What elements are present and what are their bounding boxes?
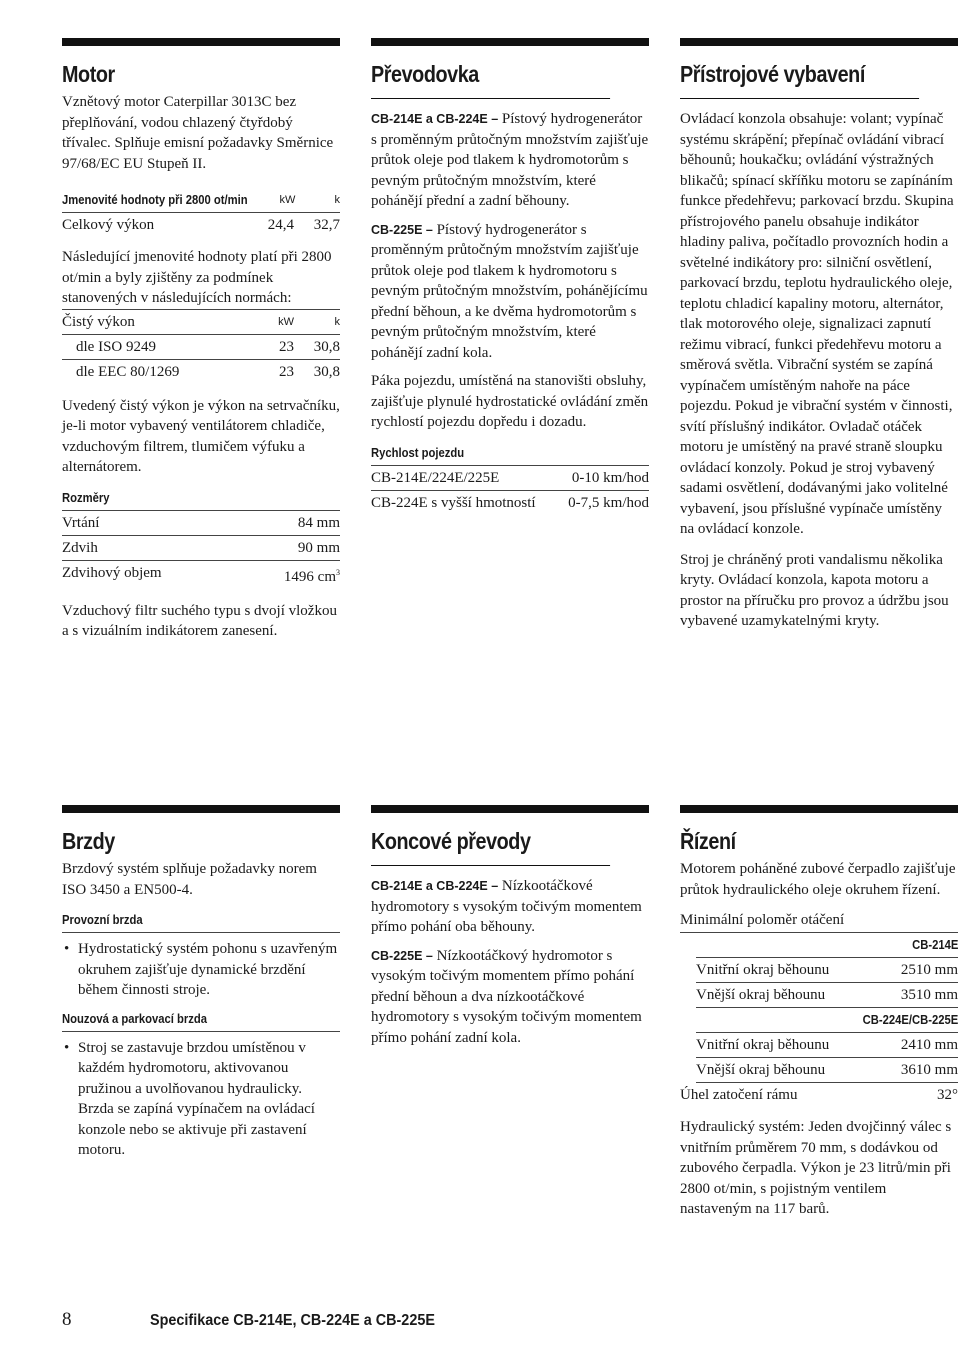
unit-k-2: k bbox=[334, 315, 340, 328]
parking-list bbox=[62, 1038, 340, 1161]
outer1-value: 3510 mm bbox=[900, 987, 958, 1003]
koncove-p1-lead: CB-214E a CB-224E – bbox=[371, 879, 499, 893]
displacement-row bbox=[62, 561, 340, 589]
speed-r2-label: CB-224E s vyšší hmotností bbox=[371, 494, 536, 511]
angle-label: Úhel zatočení rámu bbox=[680, 1087, 798, 1103]
dim-header-row bbox=[62, 486, 340, 511]
parking-header-row bbox=[62, 1007, 340, 1032]
total-power-row bbox=[62, 213, 340, 237]
stroke-value: 90 mm bbox=[297, 539, 340, 556]
inner1-label: Vnitřní okraj běhounu bbox=[696, 962, 830, 978]
eec-kw: 23 bbox=[279, 363, 294, 380]
inner1-value: 2510 mm bbox=[900, 962, 958, 978]
angle-value: 32° bbox=[937, 1087, 958, 1103]
section-rule bbox=[62, 38, 340, 46]
parking-header: Nouzová a parkovací brzda bbox=[62, 1011, 208, 1026]
service-header: Provozní brzda bbox=[62, 913, 143, 927]
koncove-section bbox=[371, 805, 649, 1056]
section-rule bbox=[371, 805, 649, 813]
pristroje-p2: Stroj je chráněný proti vandalismu několika kryty. Ovládací konzola, kapota motoru a prostor na příručku pro provoz a údržbu jsou vybavené uzamykatelnými kryty. bbox=[680, 551, 949, 629]
outer2-value: 3610 mm bbox=[900, 1062, 958, 1078]
model1-label: CB-214E bbox=[911, 938, 958, 952]
section-rule bbox=[62, 805, 340, 813]
motor-intro: Vznětový motor Caterpillar 3013C bez přeplňování, vodou chlazený čtyřdobý třívalec. Splňuje emisní požadavky Směrnice 97/68/EC EU Stupeň II. bbox=[62, 94, 334, 172]
service-item: • Hydrostatický systém pohonu s uzavřeným okruhem zajišťuje dynamické brzdění během činnosti stroje. bbox=[62, 939, 340, 1001]
pristroje-title: Přístrojové vybavení bbox=[680, 60, 919, 99]
filter-note: Vzduchový filtr suchého typu s dvojí vložkou a s vizuálním indikátorem zanesení. bbox=[62, 602, 337, 639]
inner2-row bbox=[696, 1033, 958, 1058]
service-header-row bbox=[62, 908, 340, 933]
net-header-row bbox=[62, 310, 340, 335]
koncove-p2-lead: CB-225E – bbox=[371, 948, 433, 963]
prevodovka-p1-lead: CB-214E a CB-224E – bbox=[371, 112, 499, 126]
prevodovka-p2-text: Pístový hydrogenerátor s proměnným průtočným množstvím zajišťuje průtok oleje pod tlakem k hydromotoru s pevným průtočným množstvím, pohánějícímu přední běhoun, a ke dvěma hydromotorům s pevným průtočným množstvím, které pohánějí zadní kola. bbox=[371, 221, 648, 361]
rizeni-intro: Motorem poháněné zubové čerpadlo zajišťuje průtok hydraulického oleje okruhem řízení. bbox=[680, 861, 956, 898]
bore-row bbox=[62, 511, 340, 536]
koncove-p1 bbox=[371, 876, 649, 938]
total-label: Celkový výkon bbox=[62, 217, 155, 233]
brzdy-title: Brzdy bbox=[62, 828, 115, 854]
koncove-title: Koncové převody bbox=[371, 827, 610, 866]
speed-row-2 bbox=[371, 491, 649, 515]
outer1-row bbox=[696, 983, 958, 1008]
iso-kw: 23 bbox=[279, 338, 294, 355]
iso-row bbox=[62, 335, 340, 360]
model2-label: CB-224E/CB-225E bbox=[862, 1013, 958, 1027]
rated-header: Jmenovité hodnoty při 2800 ot/min bbox=[62, 193, 248, 207]
prevodovka-p1-text: Pístový hydrogenerátor s proměnným průtočným množstvím zajišťuje průtok oleje pod tlakem k hydromotorům s pevným průtočným množstvím, které pohánějí přední a zadní běhouny. bbox=[371, 111, 649, 209]
iso-label: dle ISO 9249 bbox=[76, 338, 156, 355]
rizeni-section bbox=[680, 805, 958, 1228]
outer2-label: Vnější okraj běhounu bbox=[696, 1062, 826, 1078]
net-label: Čistý výkon bbox=[62, 313, 135, 330]
service-list bbox=[62, 939, 340, 1001]
bore-label: Vrtání bbox=[62, 514, 100, 531]
model2-row bbox=[696, 1008, 958, 1033]
bore-value: 84 mm bbox=[297, 514, 340, 531]
page-footer bbox=[62, 1309, 467, 1331]
prevodovka-p2-lead: CB-225E – bbox=[371, 222, 433, 237]
motor-title: Motor bbox=[62, 61, 115, 87]
motor-section bbox=[62, 38, 340, 650]
dim-header: Rozměry bbox=[62, 490, 110, 505]
stroke-row bbox=[62, 536, 340, 561]
rizeni-title: Řízení bbox=[680, 828, 736, 854]
unit-kw-2: kW bbox=[278, 315, 294, 328]
section-rule bbox=[680, 38, 958, 46]
prevodovka-p3: Páka pojezdu, umístěná na stanovišti obsluhy, zajišťuje plynulé hydrostatické ovládání změn rychlostí pojezdu dopředu i dozadu. bbox=[371, 373, 649, 430]
brzdy-intro: Brzdový systém splňuje požadavky norem ISO 3450 a EN500-4. bbox=[62, 861, 317, 898]
inner1-row bbox=[696, 958, 958, 983]
rated-header-row bbox=[62, 188, 340, 213]
parking-item: • Stroj se zastavuje brzdou umístěnou v každém hydromotoru, aktivovanou pružinou a uvolňovanou hydraulicky. Brzda se zapíná vypínačem na ovládací konzole nebo se aktivuje při zastavení motoru. bbox=[62, 1038, 340, 1161]
speed-header-row bbox=[371, 441, 649, 466]
min-radius-label: Minimální poloměr otáčení bbox=[680, 912, 845, 928]
prevodovka-p1 bbox=[371, 109, 649, 212]
disp-sup: 3 bbox=[336, 567, 340, 577]
koncove-p1-text: Nízkootáčkové hydromotory s vysokým točivým momentem přímo pohání oba běhouny. bbox=[371, 878, 642, 935]
disp-number: 1496 cm bbox=[283, 568, 336, 585]
inner2-value: 2410 mm bbox=[900, 1037, 958, 1053]
speed-r2-value: 0-7,5 km/hod bbox=[568, 494, 649, 511]
koncove-p2-text: Nízkootáčkový hydromotor s vysokým točivým momentem přímo pohání přední běhoun a dva nízkootáčkové hydromotory s vysokým točivým momentem přímo pohání zadní kola. bbox=[371, 947, 642, 1046]
speed-row-1 bbox=[371, 466, 649, 491]
outer1-label: Vnější okraj běhounu bbox=[696, 987, 826, 1003]
unit-kw: kW bbox=[279, 194, 296, 206]
pristroje-section bbox=[680, 38, 958, 640]
stroke-label: Zdvih bbox=[62, 539, 98, 556]
prevodovka-p2 bbox=[371, 220, 649, 364]
speed-r1-value: 0-10 km/hod bbox=[571, 469, 649, 486]
total-kw: 24,4 bbox=[267, 217, 294, 233]
eec-k: 30,8 bbox=[313, 363, 340, 380]
section-rule bbox=[371, 38, 649, 46]
motor-note: Následující jmenovité hodnoty platí při 2800 ot/min a byly zjištěny za podmínek stanovených v následujících normách: bbox=[62, 247, 340, 310]
speed-r1-label: CB-214E/224E/225E bbox=[371, 469, 500, 486]
koncove-p2 bbox=[371, 946, 649, 1049]
inner2-label: Vnitřní okraj běhounu bbox=[696, 1037, 830, 1053]
section-rule bbox=[680, 805, 958, 813]
iso-k: 30,8 bbox=[313, 338, 340, 355]
hyd-note: Hydraulický systém: Jeden dvojčinný válec s vnitřním průměrem 70 mm, s dodávkou od zubového čerpadla. Výkon je 23 litrů/min při 2800 ot/min, s pojistným ventilem nastaveným na 117 barů. bbox=[680, 1119, 952, 1217]
speed-header: Rychlost pojezdu bbox=[371, 445, 465, 460]
disp-label: Zdvihový objem bbox=[62, 564, 162, 581]
disp-value bbox=[284, 563, 340, 587]
pristroje-p1: Ovládací konzola obsahuje: volant; vypínač systému skrápění; přepínač ovládání vibrací běhounů; houkačku; ovládání výstražných blikačů; spínací skříňku motoru se zapínáním funkce předehřevu; parkovací brzdu. Skupina přístrojového panelu obsahuje indikátor hladiny paliva, počítadlo provozních hodin a světelné indikátory pro: silniční osvětlení, parkovací brzdu, teplotu hydraulického oleje, teplotu chladicí kapaliny motoru, alternátor, tlak motorového oleje, signalizaci zapnutí režimu vibrací, funkci předehřevu motoru a směrová světla. Vibrační systém se zapíná vypínačem umístěným nahoře na páce pojezdu. Pokud je vibrační systém v činnosti, svítí příslušný indikátor. Ovladač otáček motoru je umístěný na pravé straně sloupku ovládací konzoly. Pokud je stroj vybavený sadami osvětlení, dodávanými jako volitelné vybavení, jsou příslušné vypínače umístěny na ovládací konzole. bbox=[680, 111, 954, 537]
prevodovka-section bbox=[371, 38, 649, 515]
outer2-row bbox=[696, 1058, 958, 1083]
eec-label: dle EEC 80/1269 bbox=[76, 363, 180, 380]
page-number: 8 bbox=[62, 1309, 72, 1330]
min-radius-row bbox=[680, 908, 958, 933]
net-note: Uvedený čistý výkon je výkon na setrvačníku, je-li motor vybavený ventilátorem chladiče, vzduchovým filtrem, tlumičem výfuku a alternátorem. bbox=[62, 397, 340, 475]
model1-row bbox=[696, 933, 958, 958]
footer-title: Specifikace CB-214E, CB-224E a CB-225E bbox=[150, 1312, 435, 1329]
brzdy-section bbox=[62, 805, 340, 1167]
total-k: 32,7 bbox=[313, 217, 340, 233]
angle-row bbox=[680, 1083, 958, 1107]
eec-row bbox=[62, 360, 340, 384]
prevodovka-title: Převodovka bbox=[371, 60, 610, 99]
unit-k: k bbox=[334, 194, 340, 206]
